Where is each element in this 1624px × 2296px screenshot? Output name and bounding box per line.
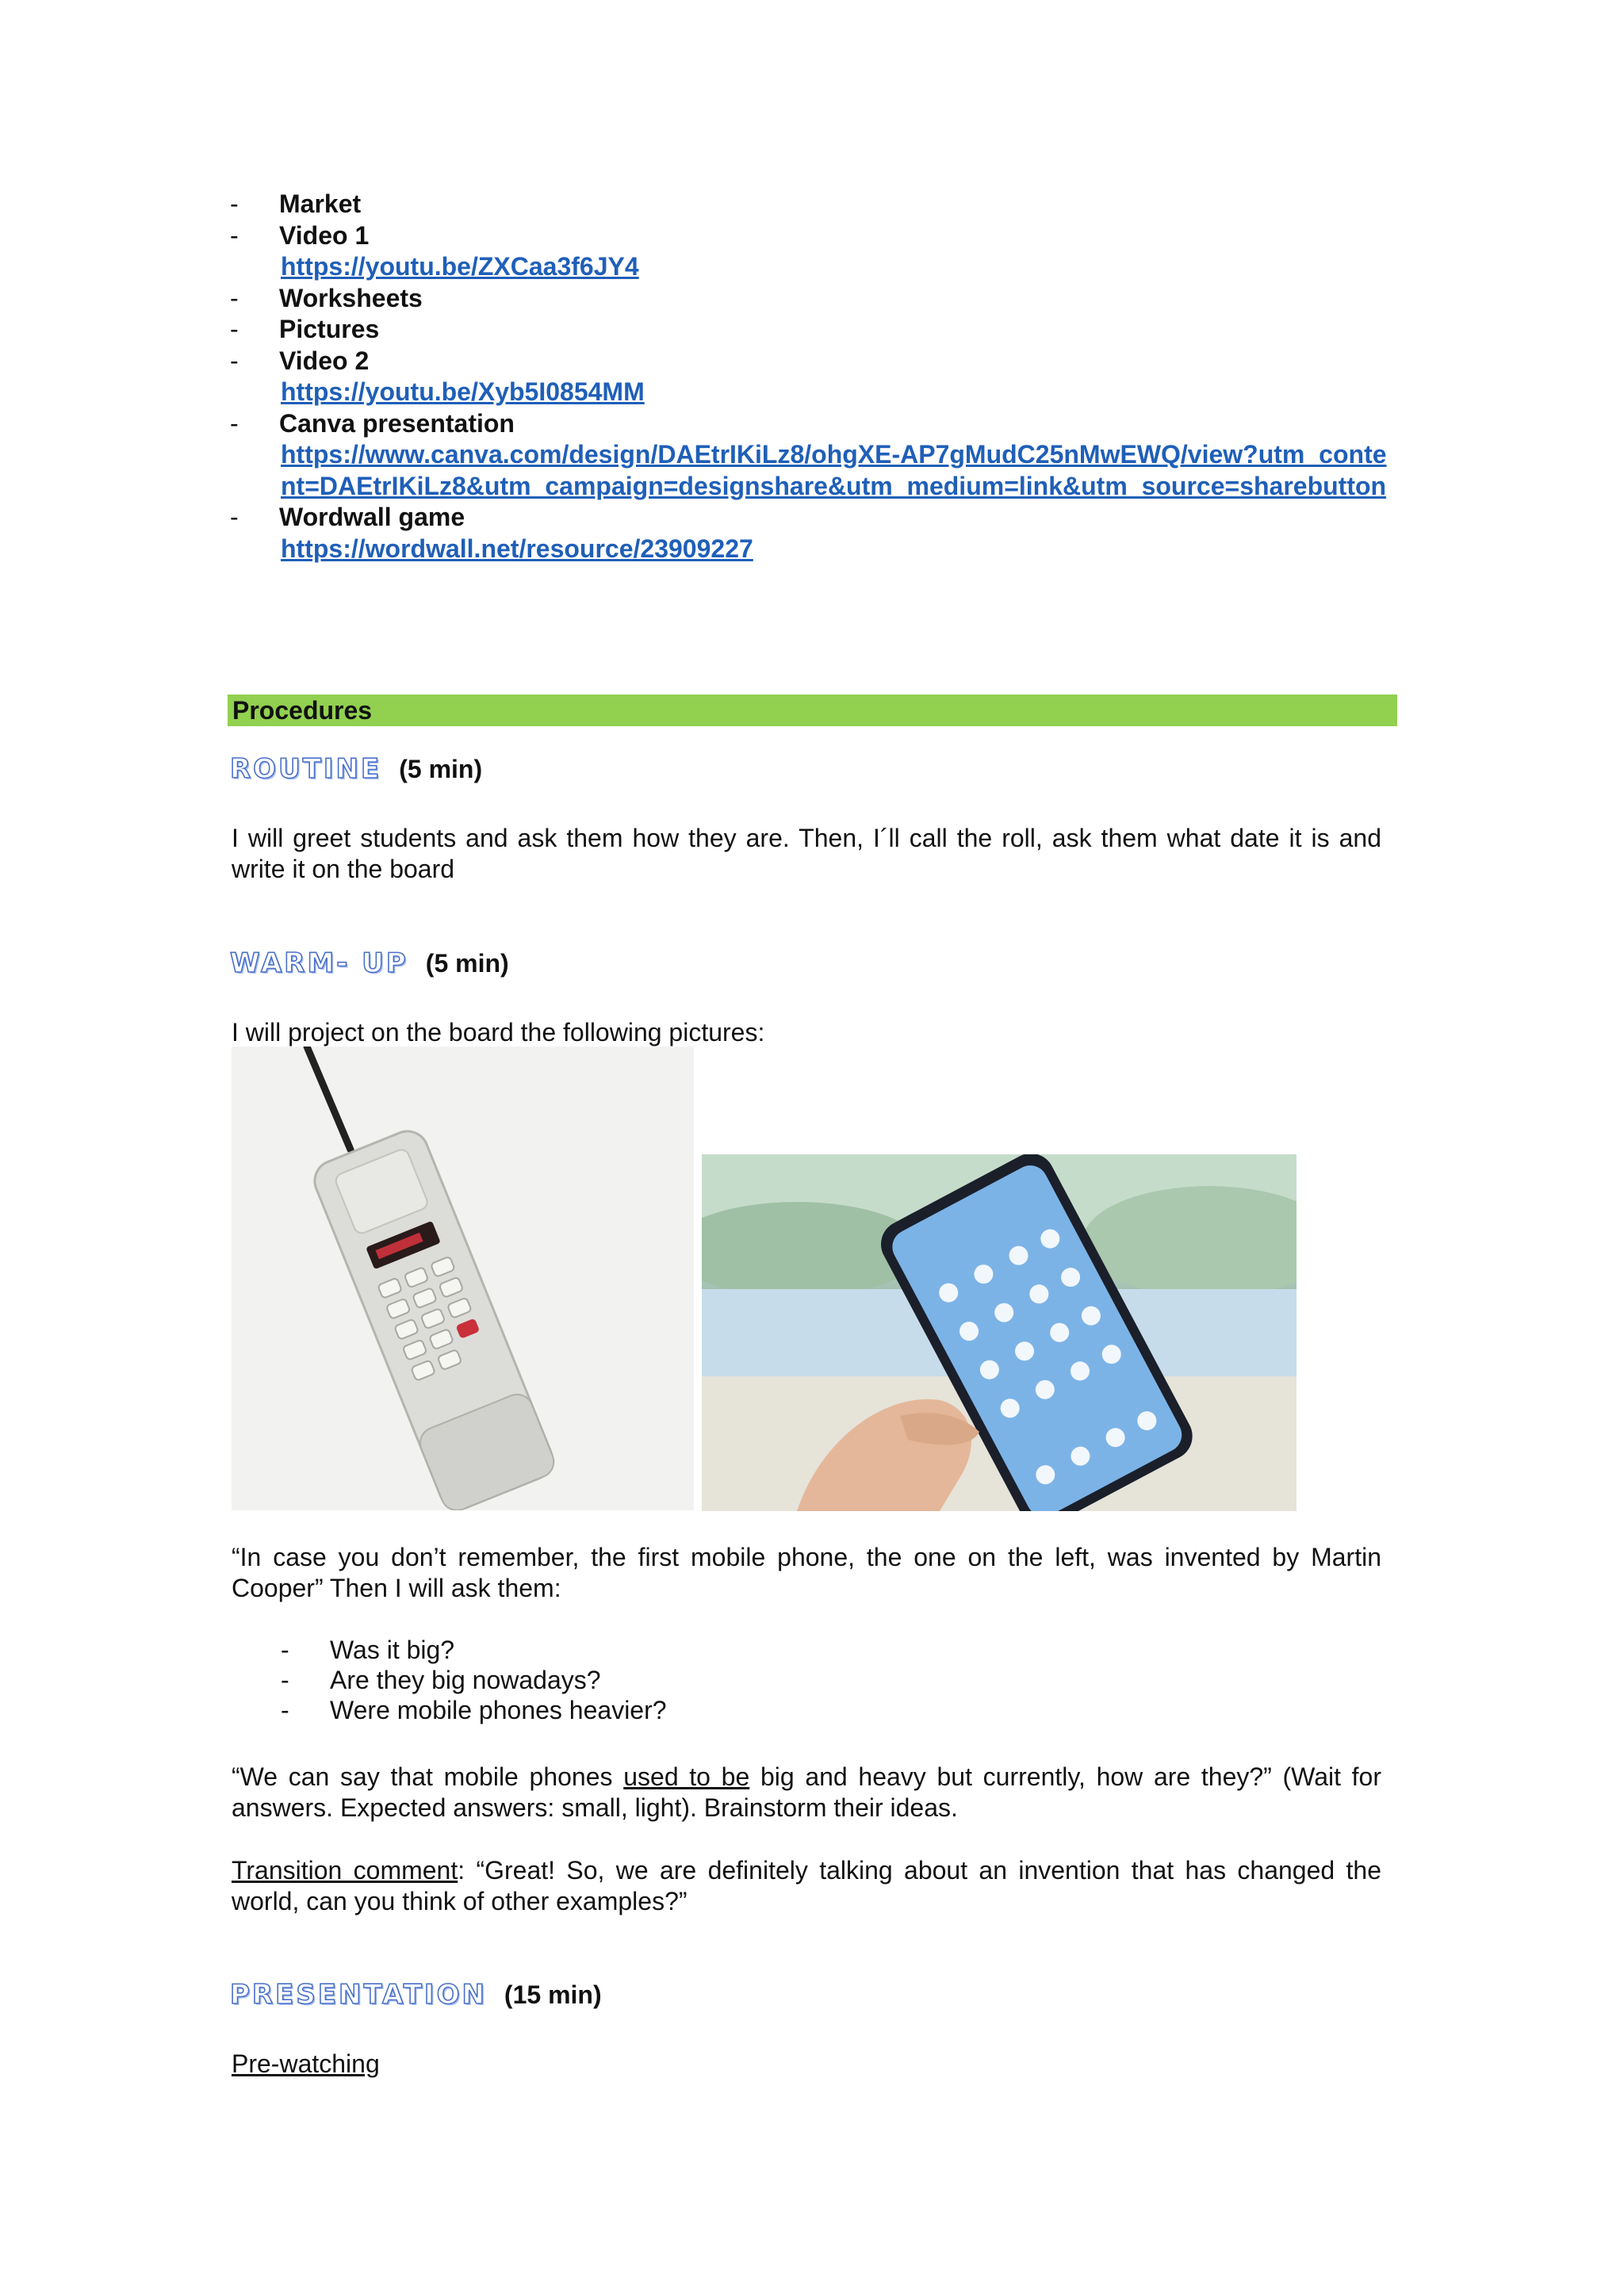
warmup-intro: I will project on the board the following pictures: — [232, 1018, 765, 1047]
smartphone-illustration — [702, 1154, 1297, 1511]
transition-text: : “Great! So, we are definitely talking about an invention that has changed the world, can you think of other examples?” — [232, 1856, 1382, 1915]
list-item: - Were mobile phones heavier? — [281, 1696, 667, 1724]
list-item: - Canva presentation — [230, 408, 1419, 440]
discussion-end: big and heavy but currently, how are they?” (Wait for answers. Expected answers: small, light). Brainstorm their ideas. — [232, 1762, 1382, 1822]
question-text: Was it big? — [330, 1636, 455, 1664]
list-item: - Video 2 — [230, 346, 1419, 377]
warmup-discussion — [232, 1762, 1381, 1823]
resource-label: Video 1 — [279, 220, 370, 250]
resource-label: Canva presentation — [279, 408, 515, 438]
procedures-section-bar: Procedures — [228, 695, 1397, 726]
old-mobile-phone-image — [232, 1047, 694, 1510]
question-text: Were mobile phones heavier? — [330, 1696, 667, 1724]
resource-label: Pictures — [279, 315, 380, 343]
question-list — [281, 1635, 667, 1725]
transition-comment — [232, 1855, 1381, 1917]
wordwall-link[interactable]: https://wordwall.net/resource/23909227 — [281, 534, 753, 563]
transition-label: Transition comment — [232, 1856, 458, 1885]
list-item: - Are they big nowadays? — [281, 1666, 601, 1694]
presentation-time: (15 min) — [504, 1980, 602, 2009]
warmup-quote: “In case you don’t remember, the first mobile phone, the one on the left, was invented by Martin Cooper” Then I will ask them: — [232, 1543, 1381, 1602]
resource-label: Market — [279, 189, 362, 218]
warmup-heading — [230, 947, 509, 979]
video-2-link[interactable]: https://youtu.be/Xyb5I0854MM — [281, 377, 645, 406]
routine-text: I will greet students and ask them how they are. Then, I´ll call the roll, ask them what date it is and write it on the board — [232, 824, 1381, 883]
resource-label: Video 2 — [279, 346, 370, 375]
presentation-title: PRESENTATION — [230, 1979, 487, 2011]
resource-list — [230, 189, 1419, 564]
warmup-time: (5 min) — [425, 948, 509, 978]
pre-watching-subheading: Pre-watching — [232, 2049, 380, 2078]
canva-link[interactable]: https://www.canva.com/design/DAEtrIKiLz8/ohgXE-AP7gMudC25nMwEWQ/view?utm_content=DAEtrIKiLz8&utm_campaign=designshare&utm_medium=link&utm_source=sharebutton — [281, 440, 1387, 500]
routine-time: (5 min) — [399, 754, 483, 783]
list-item: - Wordwall game — [230, 502, 1419, 534]
discussion-underlined: used to be — [623, 1762, 750, 1791]
list-item: - Was it big? — [281, 1636, 455, 1664]
list-item: - Market — [230, 189, 1419, 220]
discussion-start: “We can say that mobile phones — [232, 1762, 624, 1791]
brick-phone-illustration — [232, 1047, 694, 1510]
presentation-heading — [230, 1979, 602, 2011]
question-text: Are they big nowadays? — [330, 1666, 601, 1694]
list-item: - Video 1 — [230, 220, 1419, 252]
warmup-title: WARM- UP — [230, 947, 408, 979]
resource-label: Worksheets — [279, 283, 423, 312]
video-1-link[interactable]: https://youtu.be/ZXCaa3f6JY4 — [281, 252, 639, 281]
routine-heading — [230, 753, 482, 785]
routine-title: ROUTINE — [230, 753, 382, 785]
modern-smartphone-image — [702, 1154, 1297, 1511]
resource-label: Wordwall game — [279, 503, 465, 531]
list-item: - Pictures — [230, 314, 1419, 346]
list-item: - Worksheets — [230, 283, 1419, 315]
